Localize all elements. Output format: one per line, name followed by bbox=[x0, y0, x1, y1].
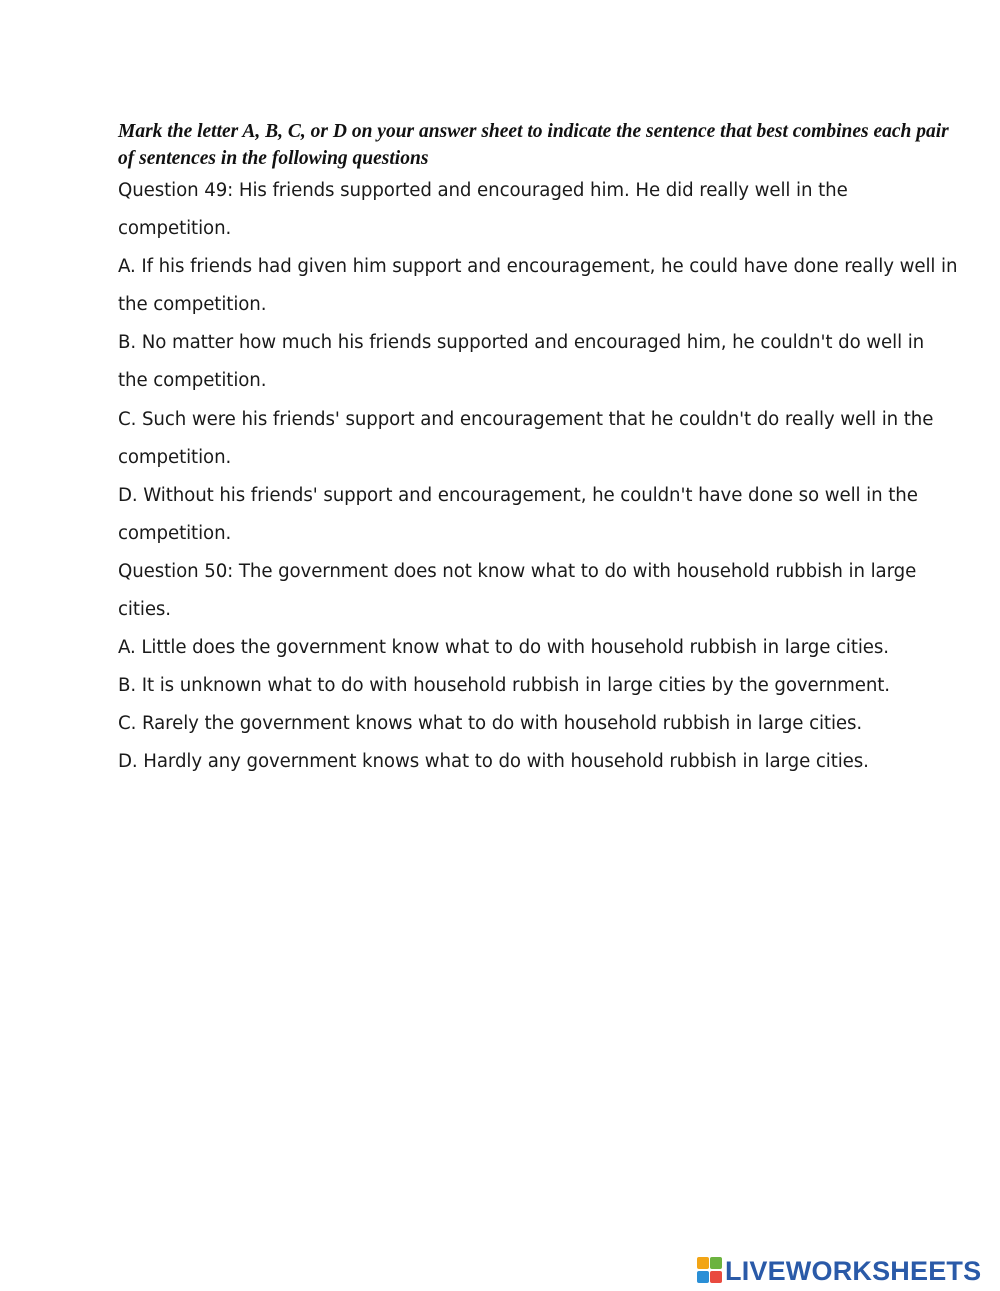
logo-square bbox=[697, 1271, 709, 1283]
option-a: A. If his friends had given him support and encouragement, he could have done really well in the competition. bbox=[118, 256, 958, 316]
option-c: C. Rarely the government knows what to do with household rubbish in large cities. bbox=[118, 713, 863, 735]
option-d: D. Without his friends' support and encouragement, he couldn't have done so well in the competition. bbox=[118, 484, 918, 544]
option-b: B. It is unknown what to do with household rubbish in large cities by the government. bbox=[118, 675, 890, 697]
logo-square bbox=[710, 1257, 722, 1269]
question-stem: Question 50: The government does not know what to do with household rubbish in large cities. bbox=[118, 560, 917, 621]
question-stem: Question 49: His friends supported and encouraged him. He did really well in the competition. bbox=[118, 180, 848, 240]
option-b: B. No matter how much his friends supported and encouraged him, he couldn't do well in the competition. bbox=[118, 332, 925, 392]
logo-text: LIVEWORKSHEETS bbox=[725, 1255, 982, 1286]
option-c: C. Such were his friends' support and encouragement that he couldn't do really well in the competition. bbox=[118, 408, 934, 468]
liveworksheets-logo bbox=[697, 1255, 981, 1287]
worksheet-content bbox=[118, 118, 958, 782]
logo-square bbox=[710, 1271, 722, 1283]
instruction-text: Mark the letter A, B, C, or D on your answer sheet to indicate the sentence that best combines each pair of sentences in the following questions bbox=[118, 121, 949, 169]
logo-squares-icon bbox=[697, 1257, 723, 1285]
option-d: D. Hardly any government knows what to do with household rubbish in large cities. bbox=[118, 751, 869, 773]
question-50 bbox=[118, 553, 958, 782]
option-a: A. Little does the government know what to do with household rubbish in large cities. bbox=[118, 637, 889, 659]
question-49 bbox=[118, 172, 958, 553]
logo-square bbox=[697, 1257, 709, 1269]
